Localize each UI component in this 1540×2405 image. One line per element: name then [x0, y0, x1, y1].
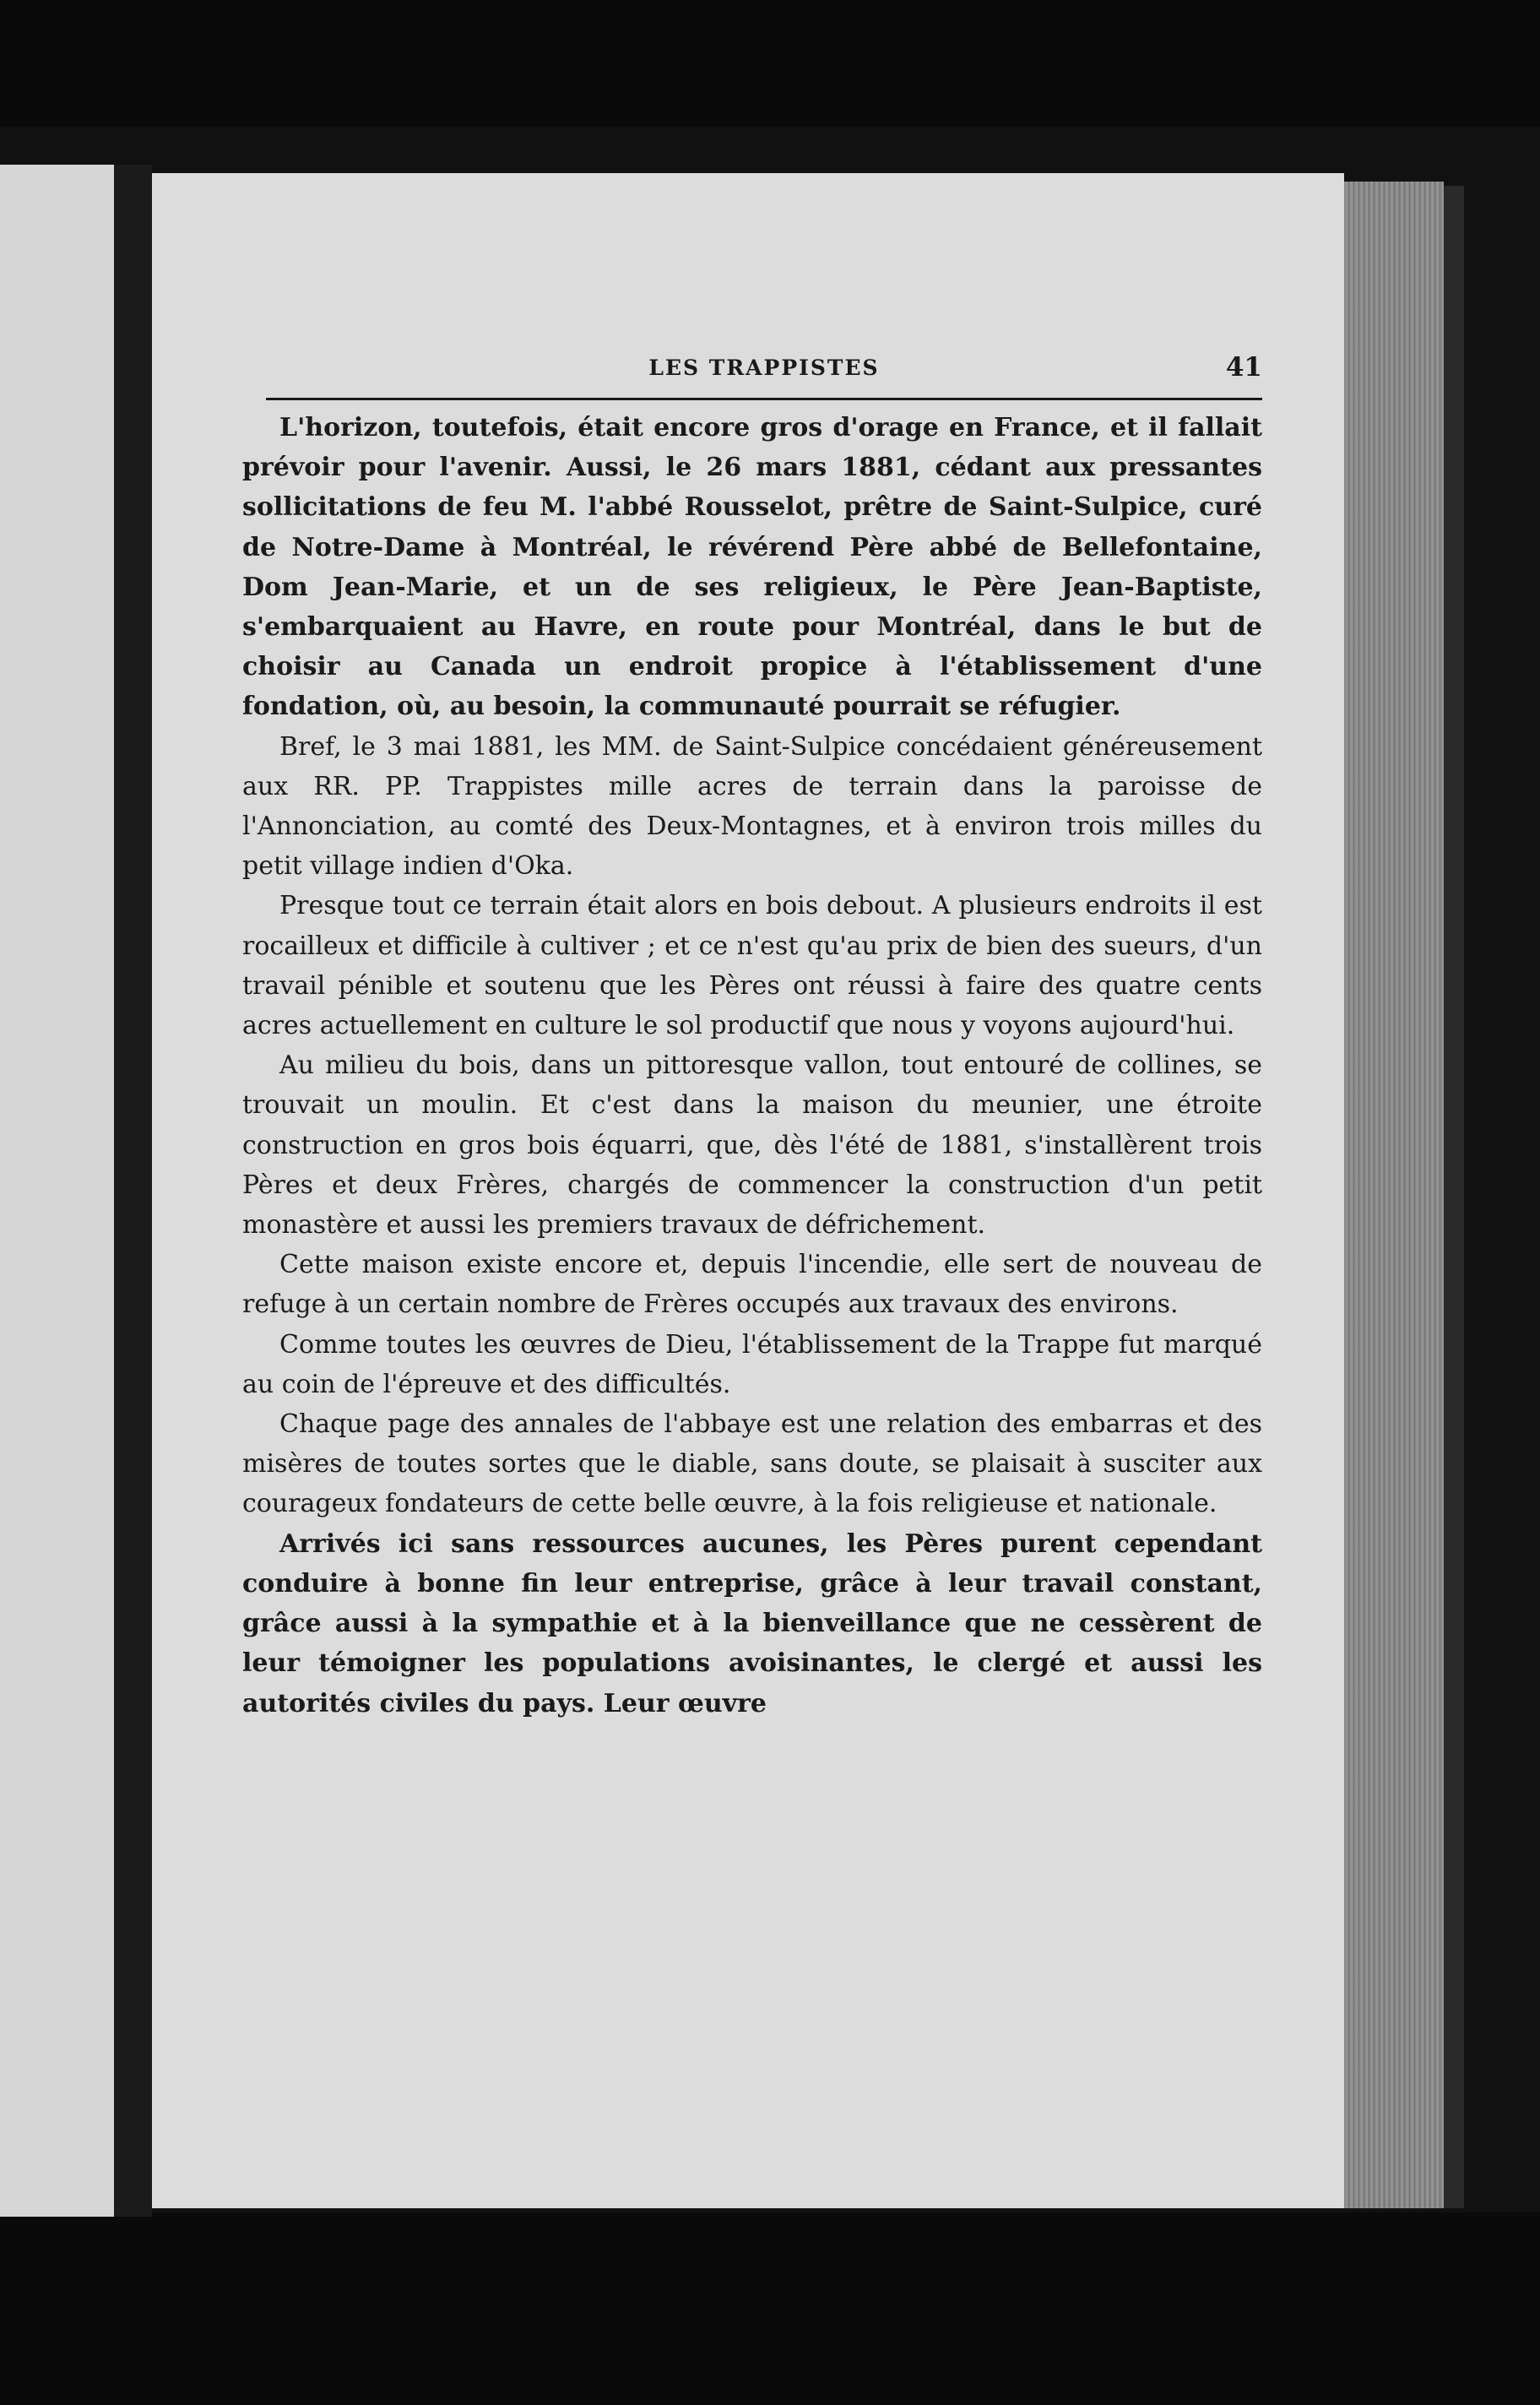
page-number: 41 — [1225, 352, 1262, 383]
paragraph-1: L'horizon, toutefois, était encore gros d'orage en France, et il fallait prévoir pour l'avenir. Aussi, le 26 mars 1881, cédant aux pressantes sollicitations de feu M. l'abbé Rousselot, prêtre de Saint-Sulpice, curé de Notre-Dame à Montréal, le révérend Père abbé de Bellefontaine, Dom Jean-Marie, et un de ses religieux, le Père Jean-Baptiste, s'embarquaient au Havre, en route pour Montréal, dans le but de choisir au Canada un endroit propice à l'établissement d'une fondation, où, au besoin, la communauté pourrait se réfugier. — [242, 413, 1262, 722]
film-border-top — [0, 0, 1540, 127]
body-text — [242, 408, 1262, 1724]
book-page — [152, 173, 1344, 2208]
book-gutter — [114, 165, 152, 2217]
paragraph-6: Comme toutes les œuvres de Dieu, l'établissement de la Trappe fut marqué au coin de l'épreuve et des difficultés. — [242, 1329, 1262, 1399]
paragraph-2: Bref, le 3 mai 1881, les MM. de Saint-Sulpice concédaient généreusement aux RR. PP. Trappistes mille acres de terrain dans la paroisse de l'Annonciation, au comté des Deux-Montagnes, et à environ trois milles du petit village indien d'Oka. — [242, 731, 1262, 882]
header-rule — [266, 398, 1262, 400]
paragraph-3: Presque tout ce terrain était alors en bois debout. A plusieurs endroits il est rocailleux et difficile à cultiver ; et ce n'est qu'au prix de bien des sueurs, d'un travail pénible et soutenu que les Pères ont réussi à faire des quatre cents acres actuellement en culture le sol productif que nous y voyons aujourd'hui. — [242, 891, 1262, 1041]
facing-page-edge — [0, 165, 114, 2217]
page-header — [266, 352, 1262, 389]
paragraph-4: Au milieu du bois, dans un pittoresque vallon, tout entouré de collines, se trouvait un moulin. Et c'est dans la maison du meunier, une étroite construction en gros bois équarri, que, dès l'été de 1881, s'installèrent trois Pères et deux Frères, chargés de commencer la construction d'un petit monastère et aussi les premiers travaux de défrichement. — [242, 1050, 1262, 1241]
page-stack-edge — [1344, 182, 1444, 2208]
paragraph-8: Arrivés ici sans ressources aucunes, les Pères purent cependant conduire à bonne fin leur entreprise, grâce à leur travail constant, grâce aussi à la sympathie et à la bienveillance que ne cessèrent de leur témoigner les populations avoisinantes, le clergé et aussi les autorités civiles du pays. Leur œuvre — [242, 1528, 1262, 1718]
film-border-bottom — [0, 2212, 1540, 2405]
book-cover-edge — [1444, 186, 1464, 2208]
running-head: LES TRAPPISTES — [648, 356, 880, 380]
paragraph-5: Cette maison existe encore et, depuis l'incendie, elle sert de nouveau de refuge à un certain nombre de Frères occupés aux travaux des environs. — [242, 1250, 1262, 1320]
paragraph-7: Chaque page des annales de l'abbaye est une relation des embarras et des misères de toutes sortes que le diable, sans doute, se plaisait à susciter aux courageux fondateurs de cette belle œuvre, à la fois religieuse et nationale. — [242, 1409, 1262, 1519]
